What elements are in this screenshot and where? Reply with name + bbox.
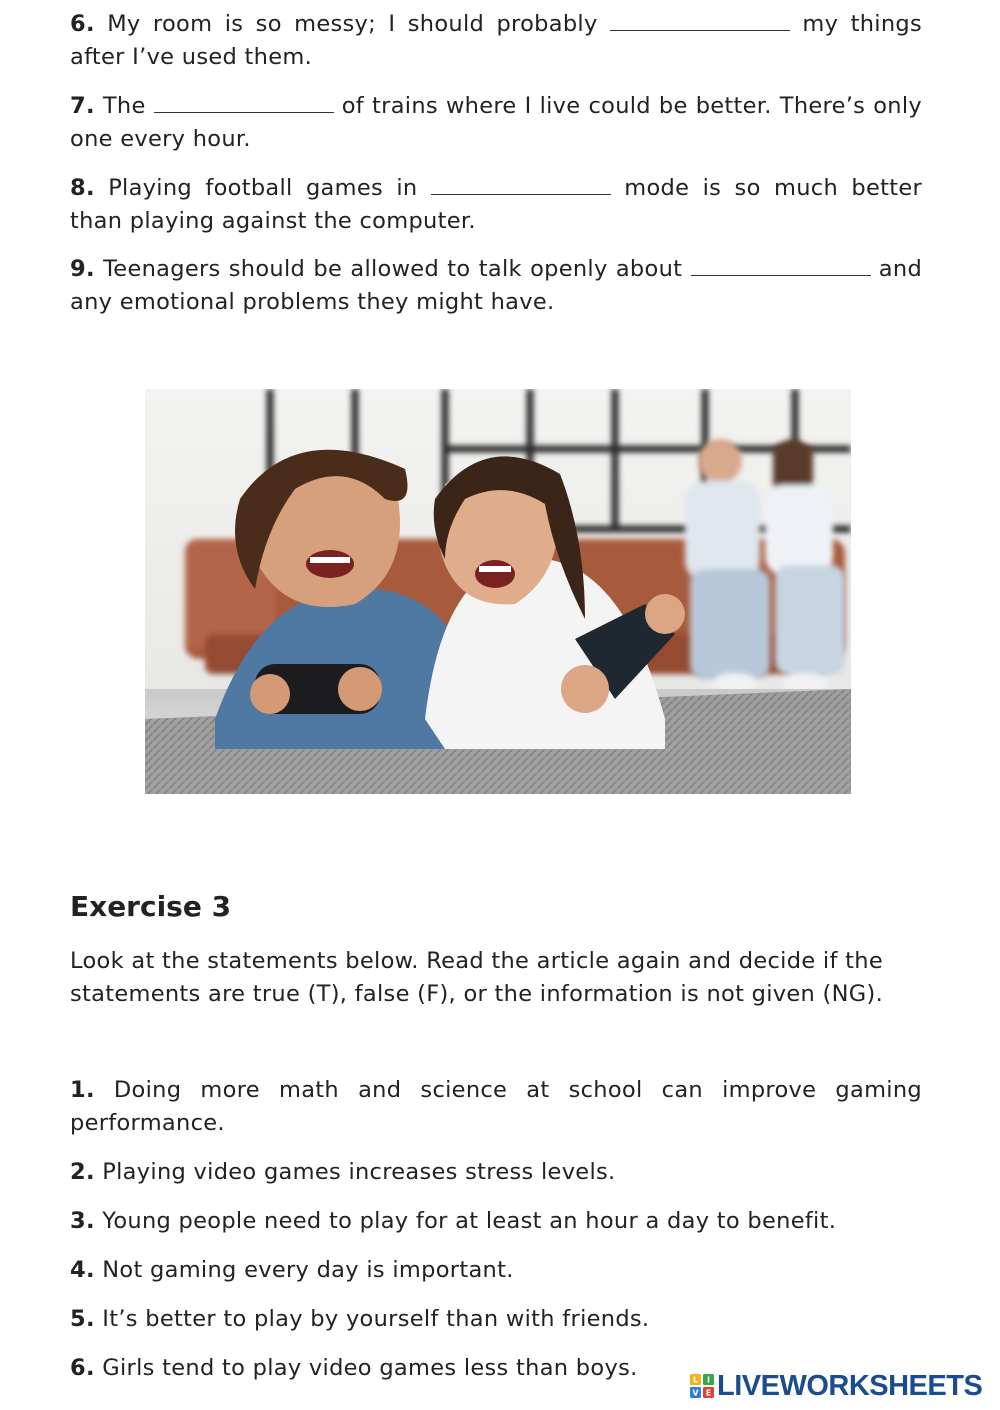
statement-6 xyxy=(70,1352,670,1385)
kids-gaming-photo xyxy=(145,389,851,794)
statement-number: 6. xyxy=(70,1355,95,1381)
fill-in-item-6 xyxy=(70,8,922,74)
item-number: 9. xyxy=(70,256,95,282)
statement-text: Doing more math and science at school can improve gaming performance. xyxy=(70,1077,922,1136)
exercise-3-title: Exercise 3 xyxy=(70,890,232,923)
item-text-before: Playing football games in xyxy=(108,175,418,201)
liveworksheets-logo-text: LIVEWORKSHEETS xyxy=(717,1370,983,1402)
answer-blank[interactable] xyxy=(431,172,611,195)
statement-4 xyxy=(70,1254,922,1287)
liveworksheets-logo-icon xyxy=(690,1373,714,1399)
svg-text:I: I xyxy=(707,1375,710,1385)
fill-in-item-9 xyxy=(70,253,922,319)
item-number: 6. xyxy=(70,11,95,37)
svg-text:L: L xyxy=(692,1375,699,1385)
item-number: 8. xyxy=(70,175,95,201)
statement-3 xyxy=(70,1205,922,1238)
statement-2 xyxy=(70,1156,922,1189)
fill-in-item-8 xyxy=(70,172,922,238)
liveworksheets-logo[interactable] xyxy=(690,1366,982,1406)
fill-in-item-7 xyxy=(70,90,922,156)
statement-number: 2. xyxy=(70,1159,95,1185)
exercise-3-instructions: Look at the statements below. Read the article again and decide if the statements are true (T), false (F), or the information is not given (NG). xyxy=(70,948,884,1007)
svg-text:V: V xyxy=(692,1388,699,1398)
statement-number: 1. xyxy=(70,1077,95,1103)
statement-text: Not gaming every day is important. xyxy=(102,1257,514,1283)
item-text-before: My room is so messy; I should probably xyxy=(107,11,598,37)
svg-text:E: E xyxy=(705,1388,712,1398)
answer-blank[interactable] xyxy=(154,90,334,113)
item-text-after: of trains where I live could be better. There’s only one every hour. xyxy=(70,93,923,152)
item-text-after: mode is so much better than playing against the computer. xyxy=(70,175,923,234)
statement-text: Girls tend to play video games less than boys. xyxy=(102,1355,638,1381)
item-number: 7. xyxy=(70,93,95,119)
answer-blank[interactable] xyxy=(691,253,871,276)
statement-5 xyxy=(70,1303,922,1336)
statement-number: 3. xyxy=(70,1208,95,1234)
item-text-after: my things after I’ve used them. xyxy=(70,11,923,70)
item-text-before: Teenagers should be allowed to talk openly about xyxy=(103,256,683,282)
statement-text: Playing video games increases stress levels. xyxy=(102,1159,616,1185)
statement-text: Young people need to play for at least an hour a day to benefit. xyxy=(102,1208,837,1234)
statement-text: It’s better to play by yourself than with friends. xyxy=(102,1306,650,1332)
statement-number: 4. xyxy=(70,1257,95,1283)
item-text-before: The xyxy=(102,93,146,119)
answer-blank[interactable] xyxy=(610,8,790,31)
statement-number: 5. xyxy=(70,1306,95,1332)
statement-1 xyxy=(70,1074,922,1140)
item-text-after: and any emotional problems they might have. xyxy=(70,256,923,315)
